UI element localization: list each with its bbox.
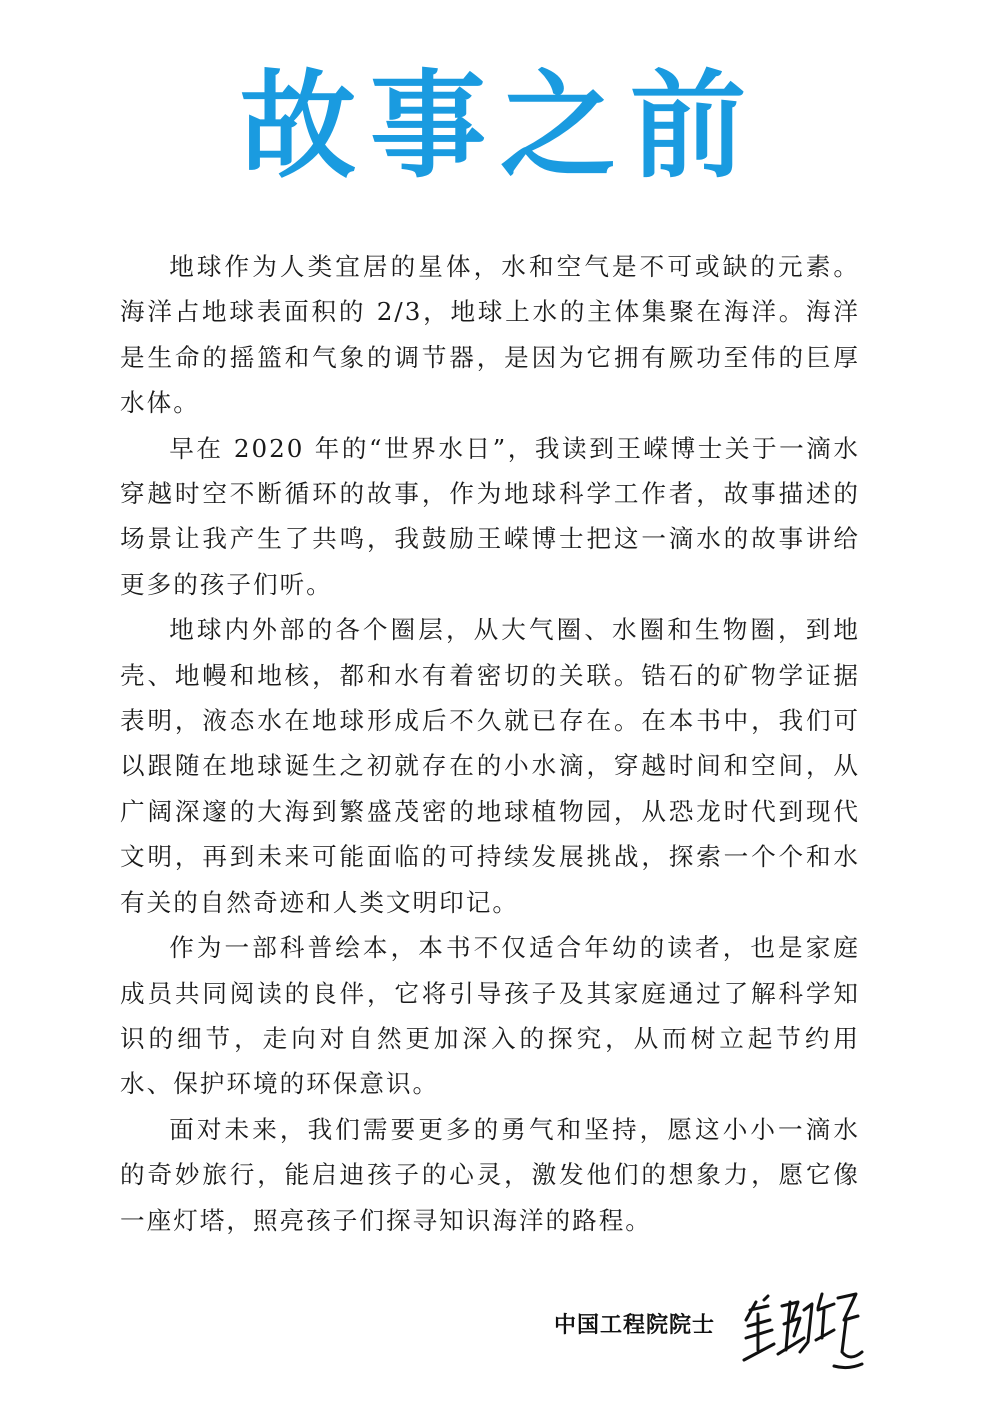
paragraph-1: 地球作为人类宜居的星体，水和空气是不可或缺的元素。海洋占地球表面积的 2/3，地球上水的主体集聚在海洋。海洋是生命的摇篮和气象的调节器，是因为它拥有厥功至伟的巨厚水体。 bbox=[120, 252, 860, 418]
signature-title: 中国工程院院士 bbox=[554, 1313, 716, 1338]
page-title: 故事之前 bbox=[240, 59, 760, 194]
body-text bbox=[120, 244, 860, 1243]
handwritten-signature-icon bbox=[738, 1280, 868, 1380]
paragraph-2: 早在 2020 年的“世界水日”，我读到王嵘博士关于一滴水穿越时空不断循环的故事，作为地球科学工作者，故事描述的场景让我产生了共鸣，我鼓励王嵘博士把这一滴水的故事讲给更多的孩子们听。 bbox=[120, 433, 860, 599]
paragraph-5: 面对未来，我们需要更多的勇气和坚持，愿这小小一滴水的奇妙旅行，能启迪孩子的心灵，激发他们的想象力，愿它像一座灯塔，照亮孩子们探寻知识海洋的路程。 bbox=[120, 1114, 860, 1235]
paragraph-3: 地球内外部的各个圈层，从大气圈、水圈和生物圈，到地壳、地幔和地核，都和水有着密切的关联。锆石的矿物学证据表明，液态水在地球形成后不久就已存在。在本书中，我们可以跟随在地球诞生之初就存在的小水滴，穿越时间和空间，从广阔深邃的大海到繁盛茂密的地球植物园，从恐龙时代到现代文明，再到未来可能面临的可持续发展挑战，探索一个个和水有关的自然奇迹和人类文明印记。 bbox=[120, 615, 860, 917]
paragraph-4: 作为一部科普绘本，本书不仅适合年幼的读者，也是家庭成员共同阅读的良伴，它将引导孩子及其家庭通过了解科学知识的细节，走向对自然更加深入的探究，从而树立起节约用水、保护环境的环保意识。 bbox=[120, 933, 860, 1099]
signature-block bbox=[540, 1280, 870, 1380]
